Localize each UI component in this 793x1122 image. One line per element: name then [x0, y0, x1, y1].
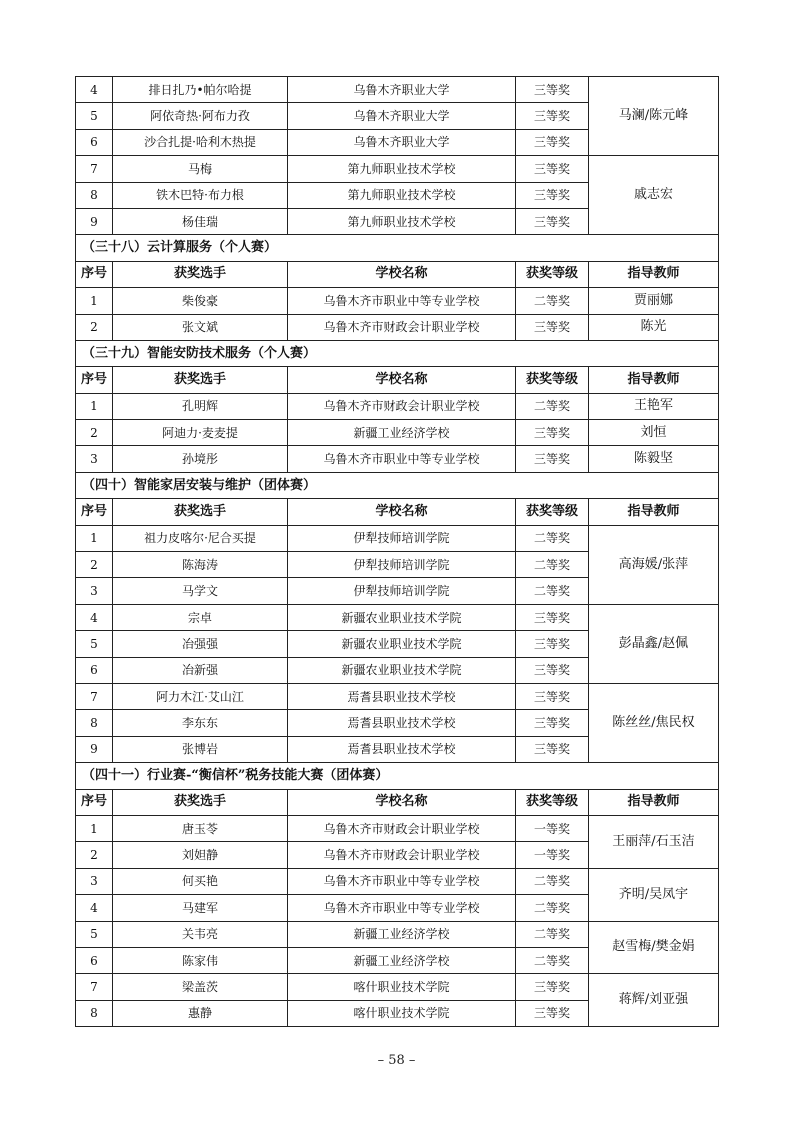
serial-number-cell: 6	[76, 657, 113, 683]
table-row	[76, 156, 719, 182]
serial-number-cell: 1	[76, 393, 113, 419]
school-name-cell: 喀什职业技术学院	[288, 1000, 516, 1026]
award-level-cell: 三等奖	[516, 446, 589, 472]
instructor-cell: 蒋辉/刘亚强	[589, 974, 719, 1027]
school-name-cell: 乌鲁木齐市职业中等专业学校	[288, 895, 516, 921]
instructor-cell: 王艳军	[589, 393, 719, 419]
school-name-cell: 伊犁技师培训学院	[288, 578, 516, 604]
winner-name-cell: 陈家伟	[113, 947, 288, 973]
winner-name-cell: 马学文	[113, 578, 288, 604]
section-title-row	[76, 472, 719, 498]
award-level-cell: 三等奖	[516, 974, 589, 1000]
award-level-cell: 三等奖	[516, 314, 589, 340]
table-row	[76, 393, 719, 419]
school-name-cell: 新疆农业职业技术学院	[288, 604, 516, 630]
table-row	[76, 525, 719, 551]
table-row	[76, 314, 719, 340]
winner-name-cell: 铁木巴特·布力根	[113, 182, 288, 208]
serial-number-cell: 2	[76, 314, 113, 340]
header-row	[76, 261, 719, 287]
award-level-cell: 三等奖	[516, 1000, 589, 1026]
serial-number-cell: 8	[76, 1000, 113, 1026]
serial-number-cell: 8	[76, 710, 113, 736]
table-row	[76, 604, 719, 630]
instructor-cell: 陈光	[589, 314, 719, 340]
winner-name-cell: 柴俊豪	[113, 288, 288, 314]
school-name-cell: 第九师职业技术学校	[288, 208, 516, 234]
school-name-cell: 乌鲁木齐职业大学	[288, 77, 516, 103]
school-name-cell: 焉耆县职业技术学校	[288, 683, 516, 709]
winner-name-cell: 陈海涛	[113, 552, 288, 578]
serial-number-cell: 1	[76, 525, 113, 551]
award-table	[75, 76, 719, 1027]
page-number: – 58 –	[377, 1053, 416, 1068]
winner-name-cell: 马梅	[113, 156, 288, 182]
award-level-cell: 三等奖	[516, 736, 589, 762]
award-level-cell: 三等奖	[516, 657, 589, 683]
serial-number-cell: 9	[76, 208, 113, 234]
award-level-cell: 三等奖	[516, 710, 589, 736]
table-row	[76, 683, 719, 709]
serial-number-cell: 2	[76, 420, 113, 446]
instructor-cell: 彭晶鑫/赵佩	[589, 604, 719, 683]
serial-number-cell: 4	[76, 895, 113, 921]
award-level-cell: 三等奖	[516, 683, 589, 709]
winner-name-cell: 梁盖茨	[113, 974, 288, 1000]
column-header: 获奖选手	[113, 367, 288, 393]
serial-number-cell: 1	[76, 288, 113, 314]
serial-number-cell: 4	[76, 77, 113, 103]
school-name-cell: 新疆工业经济学校	[288, 947, 516, 973]
serial-number-cell: 3	[76, 578, 113, 604]
award-level-cell: 三等奖	[516, 420, 589, 446]
winner-name-cell: 刘妲静	[113, 842, 288, 868]
winner-name-cell: 张文斌	[113, 314, 288, 340]
serial-number-cell: 6	[76, 129, 113, 155]
serial-number-cell: 9	[76, 736, 113, 762]
header-row	[76, 499, 719, 525]
award-level-cell: 三等奖	[516, 604, 589, 630]
instructor-cell: 王丽萍/石玉洁	[589, 815, 719, 868]
school-name-cell: 焉耆县职业技术学校	[288, 710, 516, 736]
school-name-cell: 乌鲁木齐市财政会计职业学校	[288, 815, 516, 841]
winner-name-cell: 排日扎乃•帕尔哈提	[113, 77, 288, 103]
award-level-cell: 三等奖	[516, 631, 589, 657]
school-name-cell: 喀什职业技术学院	[288, 974, 516, 1000]
column-header: 学校名称	[288, 367, 516, 393]
winner-name-cell: 关韦亮	[113, 921, 288, 947]
section-title: （四十）智能家居安装与维护（团体赛）	[76, 472, 719, 498]
table-row	[76, 446, 719, 472]
winner-name-cell: 祖力皮喀尔·尼合买提	[113, 525, 288, 551]
instructor-cell: 陈丝丝/焦民权	[589, 683, 719, 762]
instructor-cell: 马澜/陈元峰	[589, 77, 719, 156]
school-name-cell: 乌鲁木齐市财政会计职业学校	[288, 842, 516, 868]
winner-name-cell: 沙合扎提·哈利木热提	[113, 129, 288, 155]
column-header: 指导教师	[589, 261, 719, 287]
school-name-cell: 新疆工业经济学校	[288, 921, 516, 947]
school-name-cell: 第九师职业技术学校	[288, 182, 516, 208]
award-level-cell: 三等奖	[516, 208, 589, 234]
column-header: 获奖选手	[113, 789, 288, 815]
column-header: 学校名称	[288, 261, 516, 287]
school-name-cell: 第九师职业技术学校	[288, 156, 516, 182]
school-name-cell: 乌鲁木齐职业大学	[288, 103, 516, 129]
winner-name-cell: 冶新强	[113, 657, 288, 683]
serial-number-cell: 7	[76, 683, 113, 709]
column-header: 获奖选手	[113, 261, 288, 287]
winner-name-cell: 阿依奇热·阿布力孜	[113, 103, 288, 129]
serial-number-cell: 8	[76, 182, 113, 208]
instructor-cell: 陈毅坚	[589, 446, 719, 472]
column-header: 指导教师	[589, 789, 719, 815]
section-title-row	[76, 763, 719, 789]
winner-name-cell: 孔明辉	[113, 393, 288, 419]
column-header: 获奖等级	[516, 499, 589, 525]
award-level-cell: 二等奖	[516, 525, 589, 551]
serial-number-cell: 6	[76, 947, 113, 973]
winner-name-cell: 宗卓	[113, 604, 288, 630]
serial-number-cell: 5	[76, 921, 113, 947]
table-row	[76, 288, 719, 314]
award-level-cell: 二等奖	[516, 868, 589, 894]
award-level-cell: 三等奖	[516, 77, 589, 103]
award-level-cell: 二等奖	[516, 921, 589, 947]
column-header: 学校名称	[288, 789, 516, 815]
header-row	[76, 789, 719, 815]
column-header: 序号	[76, 499, 113, 525]
column-header: 获奖等级	[516, 367, 589, 393]
winner-name-cell: 杨佳瑞	[113, 208, 288, 234]
winner-name-cell: 何买艳	[113, 868, 288, 894]
table-row	[76, 420, 719, 446]
serial-number-cell: 2	[76, 842, 113, 868]
school-name-cell: 伊犁技师培训学院	[288, 525, 516, 551]
column-header: 学校名称	[288, 499, 516, 525]
winner-name-cell: 惠静	[113, 1000, 288, 1026]
serial-number-cell: 3	[76, 868, 113, 894]
column-header: 指导教师	[589, 367, 719, 393]
column-header: 序号	[76, 261, 113, 287]
school-name-cell: 新疆农业职业技术学院	[288, 657, 516, 683]
winner-name-cell: 阿力木江·艾山江	[113, 683, 288, 709]
table-row	[76, 77, 719, 103]
column-header: 获奖等级	[516, 261, 589, 287]
school-name-cell: 乌鲁木齐市职业中等专业学校	[288, 868, 516, 894]
table-row	[76, 815, 719, 841]
instructor-cell: 赵雪梅/樊金娟	[589, 921, 719, 974]
winner-name-cell: 冶强强	[113, 631, 288, 657]
award-level-cell: 三等奖	[516, 156, 589, 182]
section-title: （四十一）行业赛-“衡信杯”税务技能大赛（团体赛）	[76, 763, 719, 789]
column-header: 获奖等级	[516, 789, 589, 815]
award-level-cell: 三等奖	[516, 129, 589, 155]
section-title: （三十八）云计算服务（个人赛）	[76, 235, 719, 261]
winner-name-cell: 李东东	[113, 710, 288, 736]
award-level-cell: 一等奖	[516, 815, 589, 841]
column-header: 指导教师	[589, 499, 719, 525]
section-title-row	[76, 235, 719, 261]
serial-number-cell: 5	[76, 103, 113, 129]
winner-name-cell: 孙境彤	[113, 446, 288, 472]
school-name-cell: 乌鲁木齐市财政会计职业学校	[288, 314, 516, 340]
winner-name-cell: 阿迪力·麦麦提	[113, 420, 288, 446]
award-level-cell: 二等奖	[516, 578, 589, 604]
award-level-cell: 三等奖	[516, 103, 589, 129]
school-name-cell: 新疆农业职业技术学院	[288, 631, 516, 657]
school-name-cell: 乌鲁木齐市职业中等专业学校	[288, 288, 516, 314]
section-title-row	[76, 340, 719, 366]
winner-name-cell: 马建军	[113, 895, 288, 921]
instructor-cell: 高海媛/张萍	[589, 525, 719, 604]
serial-number-cell: 1	[76, 815, 113, 841]
award-level-cell: 二等奖	[516, 947, 589, 973]
table-row	[76, 868, 719, 894]
serial-number-cell: 5	[76, 631, 113, 657]
instructor-cell: 刘恒	[589, 420, 719, 446]
award-level-cell: 二等奖	[516, 552, 589, 578]
school-name-cell: 焉耆县职业技术学校	[288, 736, 516, 762]
instructor-cell: 贾丽娜	[589, 288, 719, 314]
serial-number-cell: 2	[76, 552, 113, 578]
serial-number-cell: 3	[76, 446, 113, 472]
table-row	[76, 921, 719, 947]
table-row	[76, 974, 719, 1000]
award-level-cell: 二等奖	[516, 393, 589, 419]
instructor-cell: 齐明/吴凤宇	[589, 868, 719, 921]
header-row	[76, 367, 719, 393]
winner-name-cell: 唐玉苓	[113, 815, 288, 841]
column-header: 序号	[76, 789, 113, 815]
instructor-cell: 戚志宏	[589, 156, 719, 235]
serial-number-cell: 4	[76, 604, 113, 630]
section-title: （三十九）智能安防技术服务（个人赛）	[76, 340, 719, 366]
school-name-cell: 乌鲁木齐职业大学	[288, 129, 516, 155]
serial-number-cell: 7	[76, 156, 113, 182]
award-level-cell: 三等奖	[516, 182, 589, 208]
school-name-cell: 乌鲁木齐市职业中等专业学校	[288, 446, 516, 472]
award-level-cell: 一等奖	[516, 842, 589, 868]
serial-number-cell: 7	[76, 974, 113, 1000]
award-level-cell: 二等奖	[516, 895, 589, 921]
column-header: 获奖选手	[113, 499, 288, 525]
school-name-cell: 新疆工业经济学校	[288, 420, 516, 446]
column-header: 序号	[76, 367, 113, 393]
award-level-cell: 二等奖	[516, 288, 589, 314]
winner-name-cell: 张博岩	[113, 736, 288, 762]
school-name-cell: 乌鲁木齐市财政会计职业学校	[288, 393, 516, 419]
school-name-cell: 伊犁技师培训学院	[288, 552, 516, 578]
